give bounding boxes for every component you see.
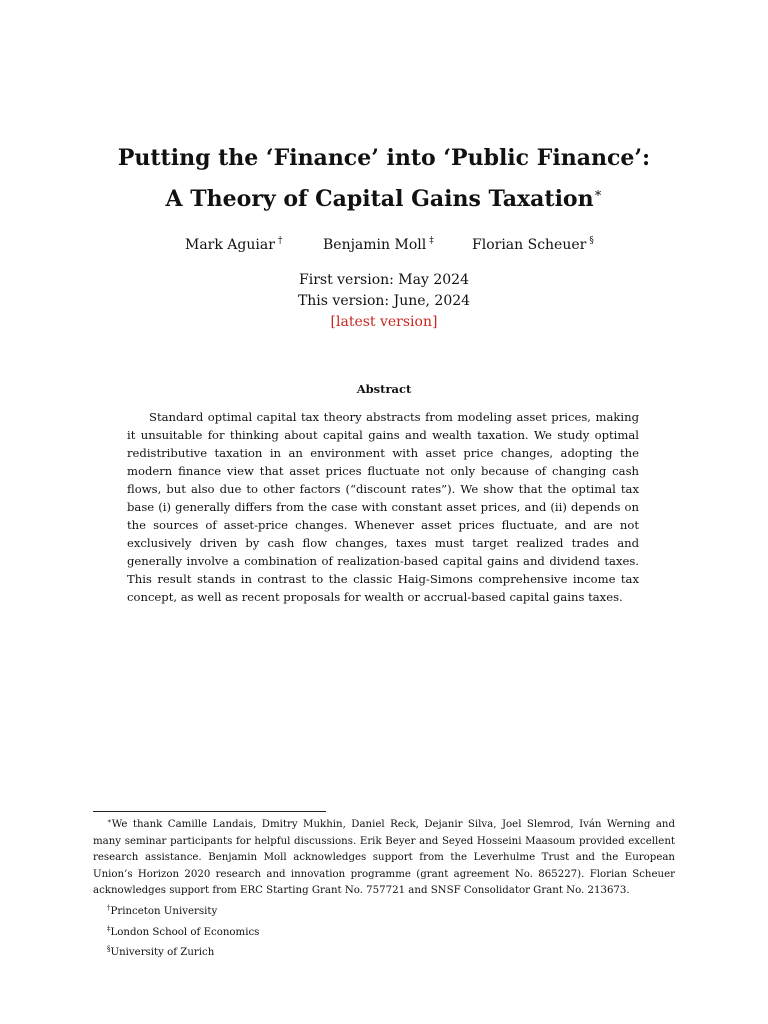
affiliation-footnote-scheuer <box>93 941 675 962</box>
author-aguiar <box>185 236 282 253</box>
title-line-1: Putting the ‘Finance’ into ‘Public Finance’: <box>117 145 651 171</box>
title-line-2-text: A Theory of Capital Gains Taxation <box>165 186 594 212</box>
footnote-divider <box>93 811 326 812</box>
author-moll <box>323 236 434 253</box>
author-footnote-marker[interactable]: ‡ <box>429 236 434 246</box>
author-footnote-marker[interactable]: † <box>277 236 283 246</box>
footnote-marker: ∗ <box>107 817 112 825</box>
affiliation-text: Princeton University <box>110 905 218 917</box>
footnote-marker: † <box>107 903 111 912</box>
footnote-marker: § <box>107 945 111 954</box>
author-name: Florian Scheuer <box>472 237 587 253</box>
author-scheuer <box>472 236 594 253</box>
version-info <box>0 270 768 333</box>
footnotes <box>93 813 675 962</box>
affiliation-text: London School of Economics <box>110 926 260 938</box>
title-footnote-marker[interactable]: ∗ <box>593 186 603 201</box>
this-version-date: This version: June, 2024 <box>297 293 471 309</box>
author-name: Benjamin Moll <box>323 237 427 253</box>
acknowledgements-footnote <box>93 813 675 900</box>
affiliation-footnote-aguiar <box>93 900 675 921</box>
abstract-heading: Abstract <box>356 382 412 396</box>
latest-version-link[interactable]: [latest version] <box>330 314 438 330</box>
acknowledgements-text: We thank Camille Landais, Dmitry Mukhin, Daniel Reck, Dejanir Silva, Joel Slemrod, Iván Werning and many seminar participants for helpful discussions. Erik Beyer and Seyed Hosseini Maasoum provided excellent research assistance. Benjamin Moll acknowledges support from the Leverhulme Trust and the European Union’s Horizon 2020 research and innovation programme (grant agreement No. 865227). Florian Scheuer acknowledges support from ERC Starting Grant No. 757721 and SNSF Consolidator Grant No. 213673. <box>93 819 675 897</box>
abstract-text: Standard optimal capital tax theory abstracts from modeling asset prices, making it unsuitable for thinking about capital gains and wealth taxation. We study optimal redistributive taxation in an environment with asset price changes, adopting the modern finance view that asset prices fluctuate not only because of changing cash flows, but also due to other factors (“discount rates”). We show that the optimal tax base (i) generally differs from the case with constant asset prices, and (ii) depends on the sources of asset-price changes. Whenever asset prices fluctuate, and are not exclusively driven by cash flow changes, taxes must target realized trades and generally involve a combination of realization-based capital gains and dividend taxes. This result stands in contrast to the classic Haig-Simons comprehensive income tax concept, as well as recent proposals for wealth or accrual-based capital gains taxes. <box>127 410 639 604</box>
affiliation-footnote-moll <box>93 921 675 942</box>
footnote-marker: ‡ <box>107 924 111 933</box>
author-name: Mark Aguiar <box>185 237 275 253</box>
first-version-date: First version: May 2024 <box>299 272 469 288</box>
author-footnote-marker[interactable]: § <box>589 236 594 246</box>
author-list <box>0 236 768 256</box>
affiliation-text: University of Zurich <box>110 947 215 959</box>
paper-title <box>0 140 768 217</box>
title-line-2 <box>0 176 768 217</box>
